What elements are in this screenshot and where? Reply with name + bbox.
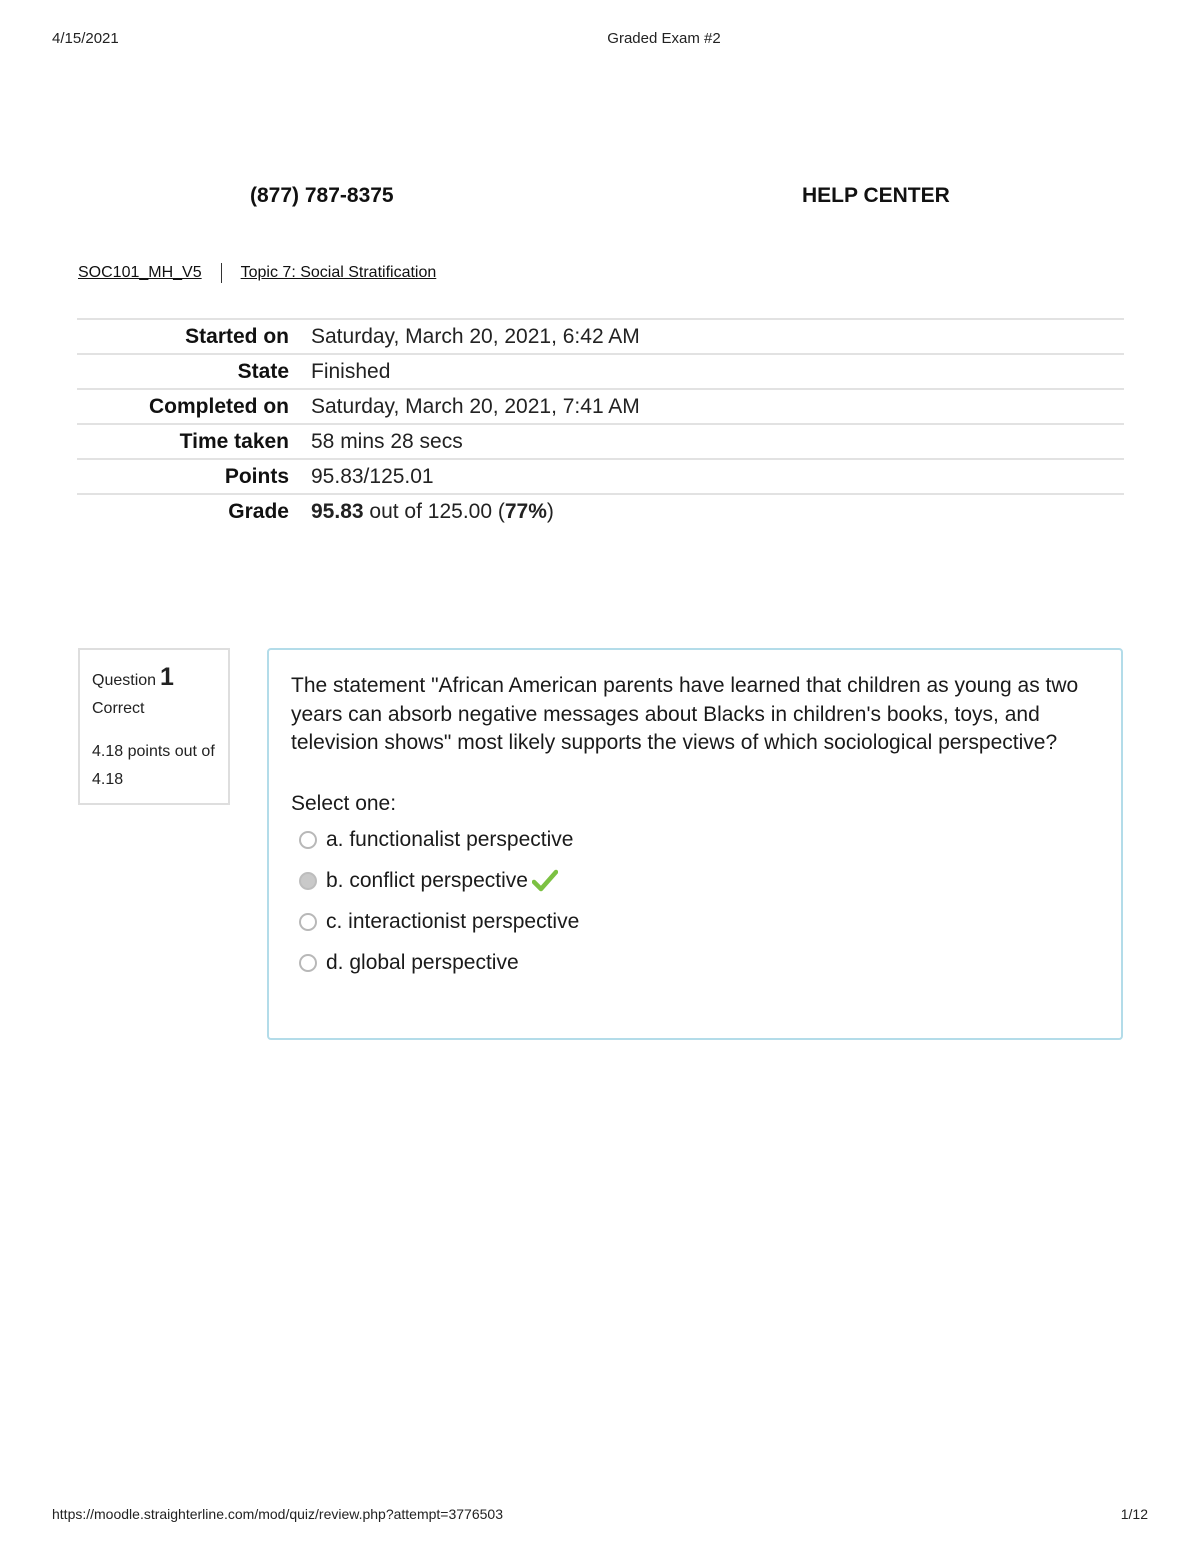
- answer-list: [291, 820, 1099, 984]
- answer-label: d. global perspective: [326, 951, 519, 974]
- summary-label: Started on: [185, 324, 289, 348]
- grade-percent: 77%: [504, 499, 547, 523]
- summary-label: Completed on: [149, 394, 289, 418]
- summary-value: 95.83/125.01: [311, 464, 434, 488]
- breadcrumb-topic-link[interactable]: Topic 7: Social Stratification: [240, 264, 437, 281]
- grade-middle: out of 125.00 (: [369, 499, 505, 523]
- summary-row-completed: [77, 390, 1124, 425]
- radio-button-selected[interactable]: [299, 872, 317, 890]
- summary-label: Points: [224, 464, 289, 488]
- breadcrumb-course-link[interactable]: SOC101_MH_V5: [78, 264, 202, 281]
- summary-label: Grade: [228, 499, 289, 523]
- summary-row-started: [77, 320, 1124, 355]
- phone-number[interactable]: (877) 787-8375: [250, 184, 394, 207]
- summary-value: 58 mins 28 secs: [311, 429, 463, 453]
- breadcrumb-separator: [221, 263, 222, 283]
- summary-row-grade: [77, 495, 1124, 528]
- question-number: 1: [160, 663, 174, 691]
- answer-option-b[interactable]: [291, 861, 1099, 902]
- summary-value: Finished: [311, 359, 391, 383]
- question-content-box: [267, 648, 1123, 1040]
- summary-row-points: [77, 460, 1124, 495]
- print-url: https://moodle.straighterline.com/mod/quiz/review.php?attempt=3776503: [52, 1506, 503, 1522]
- breadcrumb: [78, 263, 436, 283]
- question-label: Question: [92, 672, 157, 689]
- answer-option-d[interactable]: [291, 943, 1099, 984]
- answer-label: b. conflict perspective: [326, 869, 528, 892]
- answer-option-a[interactable]: [291, 820, 1099, 861]
- print-date: 4/15/2021: [52, 30, 119, 47]
- summary-label: Time taken: [179, 429, 289, 453]
- question-info-box: [78, 648, 230, 805]
- summary-value: [289, 500, 554, 524]
- question-grade: 4.18 points out of 4.18: [92, 743, 215, 788]
- answer-label: c. interactionist perspective: [326, 910, 580, 933]
- question-state: Correct: [92, 700, 145, 717]
- summary-label: State: [237, 359, 289, 383]
- radio-button[interactable]: [299, 831, 317, 849]
- summary-row-state: [77, 355, 1124, 390]
- summary-value: Saturday, March 20, 2021, 6:42 AM: [311, 324, 640, 348]
- answer-label: a. functionalist perspective: [326, 828, 574, 851]
- print-page-number: 1/12: [1120, 1506, 1148, 1522]
- summary-row-time-taken: [77, 425, 1124, 460]
- question-number-line: [92, 662, 216, 696]
- grade-close: ): [546, 499, 554, 523]
- answer-option-c[interactable]: [291, 902, 1099, 943]
- grade-score: 95.83: [311, 499, 364, 523]
- help-center-link[interactable]: HELP CENTER: [802, 184, 950, 207]
- check-icon: [532, 869, 558, 893]
- radio-button[interactable]: [299, 954, 317, 972]
- print-title: Graded Exam #2: [607, 30, 721, 47]
- summary-value: Saturday, March 20, 2021, 7:41 AM: [311, 394, 640, 418]
- question-text: The statement "African American parents have learned that children as young as two years can absorb negative messages about Blacks in children's books, toys, and television shows" most likely supports the views of which sociological perspective?: [291, 674, 1079, 754]
- select-one-prompt: Select one:: [291, 791, 397, 815]
- quiz-summary-table: [77, 318, 1124, 528]
- radio-button[interactable]: [299, 913, 317, 931]
